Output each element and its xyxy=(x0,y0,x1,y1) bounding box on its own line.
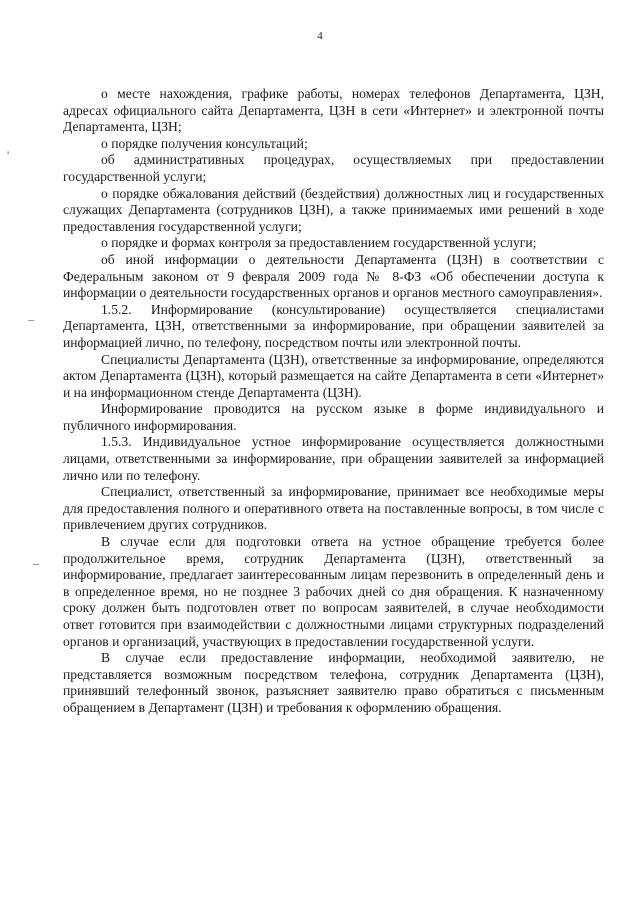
document-body xyxy=(63,86,604,717)
paragraph: 1.5.3. Индивидуальное устное информирование осуществляется должностными лицами, ответственными за информирование, при обращении заявителей за информацией лично или по телефону. xyxy=(63,434,604,483)
paragraph: о порядке обжалования действий (бездействия) должностных лиц и государственных служащих Департамента (сотрудников ЦЗН), а также принимаемых ими решений в ходе предоставления государственной услуги; xyxy=(63,185,604,234)
paragraph: 1.5.2. Информирование (консультирование) осуществляется специалистами Департамента, ЦЗН, ответственными за информирование, при обращении заявителей за информацией лично, по телефону, посредством почты или электронной почты. xyxy=(63,301,604,350)
paragraph: о порядке и формах контроля за предоставлением государственной услуги; xyxy=(101,235,537,251)
paragraph: о месте нахождения, графике работы, номерах телефонов Департамента, ЦЗН, адресах официального сайта Департамента, ЦЗН в сети «Интернет» и электронной почты Департамента, ЦЗН; xyxy=(63,86,604,135)
paragraph: Специалисты Департамента (ЦЗН), ответственные за информирование, определяются актом Департамента (ЦЗН), который размещается на сайте Департамента в сети «Интернет» и на информационном стенде Департамента (ЦЗН). xyxy=(63,351,604,400)
paragraph: Специалист, ответственный за информирование, принимает все необходимые меры для предоставления полного и оперативного ответа на поставленные вопросы, в том числе с привлечением других сотрудников. xyxy=(63,484,604,533)
margin-mark: – xyxy=(33,556,39,570)
paragraph: об иной информации о деятельности Департамента (ЦЗН) в соответствии с Федеральным законом от 9 февраля 2009 года № 8-ФЗ «Об обеспечении доступа к информации о деятельности государственных органов и органов местного самоуправления». xyxy=(63,251,604,301)
paragraph: Информирование проводится на русском языке в форме индивидуального и публичного информирования. xyxy=(63,401,604,433)
margin-mark: – xyxy=(28,312,34,326)
paragraph: об административных процедурах, осуществляемых при предоставлении государственной услуги; xyxy=(63,152,604,184)
margin-mark: ' xyxy=(7,148,10,162)
page-number: 4 xyxy=(317,30,323,42)
paragraph: В случае если для подготовки ответа на устное обращение требуется более продолжительное время, сотрудник Департамента (ЦЗН), ответственный за информирование, предлагает заинтересованным лицам перезвонить в определенный день и в определенное время, но не позднее 3 рабочих дней со дня обращения. К назначенному сроку должен быть подготовлен ответ по вопросам заявителей, в случае необходимости ответ готовится при взаимодействии с должностными лицами структурных подразделений органов и организаций, участвующих в предоставлении государственной услуги. xyxy=(63,534,604,649)
paragraph: В случае если предоставление информации, необходимой заявителю, не представляется возможным посредством телефона, сотрудник Департамента (ЦЗН), принявший телефонный звонок, разъясняет заявителю право обратиться с письменным обращением в Департамент (ЦЗН) и требования к оформлению обращения. xyxy=(63,650,604,715)
paragraph: о порядке получения консультаций; xyxy=(101,135,308,151)
